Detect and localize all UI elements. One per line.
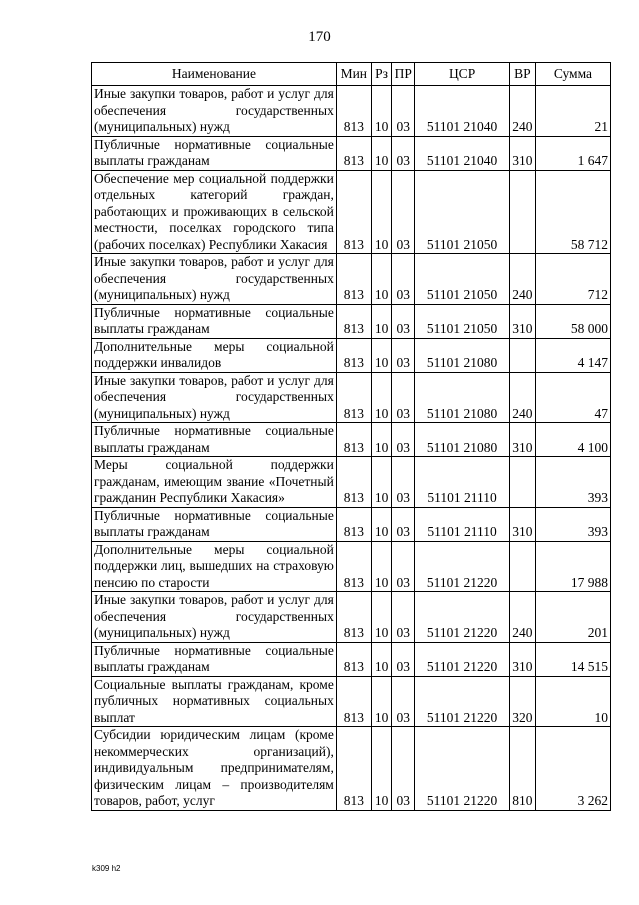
cell-csr: 51101 21110 — [415, 457, 510, 508]
cell-sum: 58 000 — [535, 304, 610, 338]
budget-table — [91, 62, 611, 811]
cell-min: 813 — [336, 170, 371, 254]
cell-name: Иные закупки товаров, работ и услуг для обеспечения государственных (муниципальных) нужд — [92, 86, 337, 137]
page-number: 170 — [308, 29, 331, 45]
cell-pr: 03 — [392, 642, 415, 676]
cell-name: Дополнительные меры социальной поддержки лиц, вышедших на страховую пенсию по старости — [92, 541, 337, 592]
cell-vr — [509, 338, 535, 372]
header-csr: ЦСР — [415, 63, 510, 86]
table-row — [92, 86, 611, 137]
cell-min: 813 — [336, 727, 371, 811]
cell-min: 813 — [336, 338, 371, 372]
cell-vr — [509, 170, 535, 254]
table-row — [92, 727, 611, 811]
cell-pr: 03 — [392, 254, 415, 305]
table-row — [92, 676, 611, 727]
cell-rz: 10 — [371, 372, 392, 423]
cell-pr: 03 — [392, 170, 415, 254]
table-row — [92, 592, 611, 643]
cell-vr: 240 — [509, 592, 535, 643]
cell-pr: 03 — [392, 304, 415, 338]
cell-vr: 810 — [509, 727, 535, 811]
cell-vr: 240 — [509, 254, 535, 305]
cell-min: 813 — [336, 507, 371, 541]
cell-csr: 51101 21050 — [415, 254, 510, 305]
cell-name: Меры социальной поддержки гражданам, имеющим звание «Почетный гражданин Республики Хакасия» — [92, 457, 337, 508]
table-row — [92, 541, 611, 592]
cell-csr: 51101 21080 — [415, 423, 510, 457]
cell-pr: 03 — [392, 338, 415, 372]
cell-rz: 10 — [371, 507, 392, 541]
cell-rz: 10 — [371, 338, 392, 372]
table-row — [92, 507, 611, 541]
cell-pr: 03 — [392, 592, 415, 643]
cell-csr: 51101 21220 — [415, 676, 510, 727]
cell-csr: 51101 21220 — [415, 642, 510, 676]
cell-sum: 201 — [535, 592, 610, 643]
cell-sum: 14 515 — [535, 642, 610, 676]
table-row — [92, 338, 611, 372]
cell-csr: 51101 21220 — [415, 592, 510, 643]
cell-min: 813 — [336, 423, 371, 457]
cell-csr: 51101 21050 — [415, 304, 510, 338]
cell-pr: 03 — [392, 457, 415, 508]
cell-min: 813 — [336, 541, 371, 592]
cell-pr: 03 — [392, 372, 415, 423]
cell-rz: 10 — [371, 304, 392, 338]
cell-vr: 240 — [509, 86, 535, 137]
cell-rz: 10 — [371, 642, 392, 676]
cell-vr — [509, 457, 535, 508]
cell-vr: 310 — [509, 642, 535, 676]
cell-sum: 4 147 — [535, 338, 610, 372]
cell-name: Иные закупки товаров, работ и услуг для обеспечения государственных (муниципальных) нужд — [92, 592, 337, 643]
cell-pr: 03 — [392, 136, 415, 170]
cell-sum: 393 — [535, 457, 610, 508]
table-row — [92, 170, 611, 254]
cell-csr: 51101 21110 — [415, 507, 510, 541]
cell-csr: 51101 21080 — [415, 372, 510, 423]
table-row — [92, 457, 611, 508]
cell-min: 813 — [336, 254, 371, 305]
cell-sum: 58 712 — [535, 170, 610, 254]
cell-rz: 10 — [371, 541, 392, 592]
cell-rz: 10 — [371, 457, 392, 508]
cell-sum: 3 262 — [535, 727, 610, 811]
cell-min: 813 — [336, 676, 371, 727]
cell-csr: 51101 21220 — [415, 541, 510, 592]
cell-vr: 240 — [509, 372, 535, 423]
cell-name: Дополнительные меры социальной поддержки инвалидов — [92, 338, 337, 372]
table-row — [92, 642, 611, 676]
cell-rz: 10 — [371, 423, 392, 457]
cell-csr: 51101 21080 — [415, 338, 510, 372]
header-rz: Рз — [371, 63, 392, 86]
table-row — [92, 423, 611, 457]
cell-vr: 310 — [509, 507, 535, 541]
cell-name: Социальные выплаты гражданам, кроме публичных нормативных социальных выплат — [92, 676, 337, 727]
cell-min: 813 — [336, 592, 371, 643]
cell-rz: 10 — [371, 676, 392, 727]
cell-name: Публичные нормативные социальные выплаты гражданам — [92, 507, 337, 541]
cell-csr: 51101 21040 — [415, 86, 510, 137]
cell-sum: 21 — [535, 86, 610, 137]
cell-min: 813 — [336, 136, 371, 170]
table-row — [92, 304, 611, 338]
cell-name: Обеспечение мер социальной поддержки отдельных категорий граждан, работающих и проживающих в сельской местности, поселках городского типа (рабочих поселках) Республики Хакасия — [92, 170, 337, 254]
cell-rz: 10 — [371, 727, 392, 811]
cell-sum: 17 988 — [535, 541, 610, 592]
table-header-row — [92, 63, 611, 86]
cell-sum: 10 — [535, 676, 610, 727]
cell-csr: 51101 21220 — [415, 727, 510, 811]
cell-sum: 393 — [535, 507, 610, 541]
cell-pr: 03 — [392, 676, 415, 727]
cell-name: Субсидии юридическим лицам (кроме некоммерческих организаций), индивидуальным предпринимателям, физическим лицам – производителям товаров, работ, услуг — [92, 727, 337, 811]
cell-name: Публичные нормативные социальные выплаты гражданам — [92, 136, 337, 170]
cell-min: 813 — [336, 457, 371, 508]
table-row — [92, 136, 611, 170]
cell-name: Иные закупки товаров, работ и услуг для обеспечения государственных (муниципальных) нужд — [92, 254, 337, 305]
cell-pr: 03 — [392, 423, 415, 457]
cell-min: 813 — [336, 372, 371, 423]
cell-min: 813 — [336, 642, 371, 676]
header-sum: Сумма — [535, 63, 610, 86]
cell-name: Публичные нормативные социальные выплаты гражданам — [92, 304, 337, 338]
cell-pr: 03 — [392, 541, 415, 592]
cell-vr: 320 — [509, 676, 535, 727]
cell-sum: 712 — [535, 254, 610, 305]
cell-name: Публичные нормативные социальные выплаты гражданам — [92, 423, 337, 457]
cell-sum: 47 — [535, 372, 610, 423]
header-min: Мин — [336, 63, 371, 86]
cell-name: Публичные нормативные социальные выплаты гражданам — [92, 642, 337, 676]
header-name: Наименование — [92, 63, 337, 86]
cell-pr: 03 — [392, 727, 415, 811]
cell-sum: 4 100 — [535, 423, 610, 457]
cell-sum: 1 647 — [535, 136, 610, 170]
cell-vr — [509, 541, 535, 592]
header-vr: ВР — [509, 63, 535, 86]
table-row — [92, 372, 611, 423]
cell-pr: 03 — [392, 507, 415, 541]
cell-rz: 10 — [371, 170, 392, 254]
cell-rz: 10 — [371, 254, 392, 305]
cell-name: Иные закупки товаров, работ и услуг для обеспечения государственных (муниципальных) нужд — [92, 372, 337, 423]
header-pr: ПР — [392, 63, 415, 86]
cell-csr: 51101 21040 — [415, 136, 510, 170]
cell-rz: 10 — [371, 136, 392, 170]
cell-rz: 10 — [371, 592, 392, 643]
cell-csr: 51101 21050 — [415, 170, 510, 254]
cell-vr: 310 — [509, 304, 535, 338]
footer-code: k309 h2 — [92, 864, 121, 873]
cell-vr: 310 — [509, 423, 535, 457]
cell-pr: 03 — [392, 86, 415, 137]
table-row — [92, 254, 611, 305]
cell-min: 813 — [336, 86, 371, 137]
cell-min: 813 — [336, 304, 371, 338]
cell-vr: 310 — [509, 136, 535, 170]
cell-rz: 10 — [371, 86, 392, 137]
